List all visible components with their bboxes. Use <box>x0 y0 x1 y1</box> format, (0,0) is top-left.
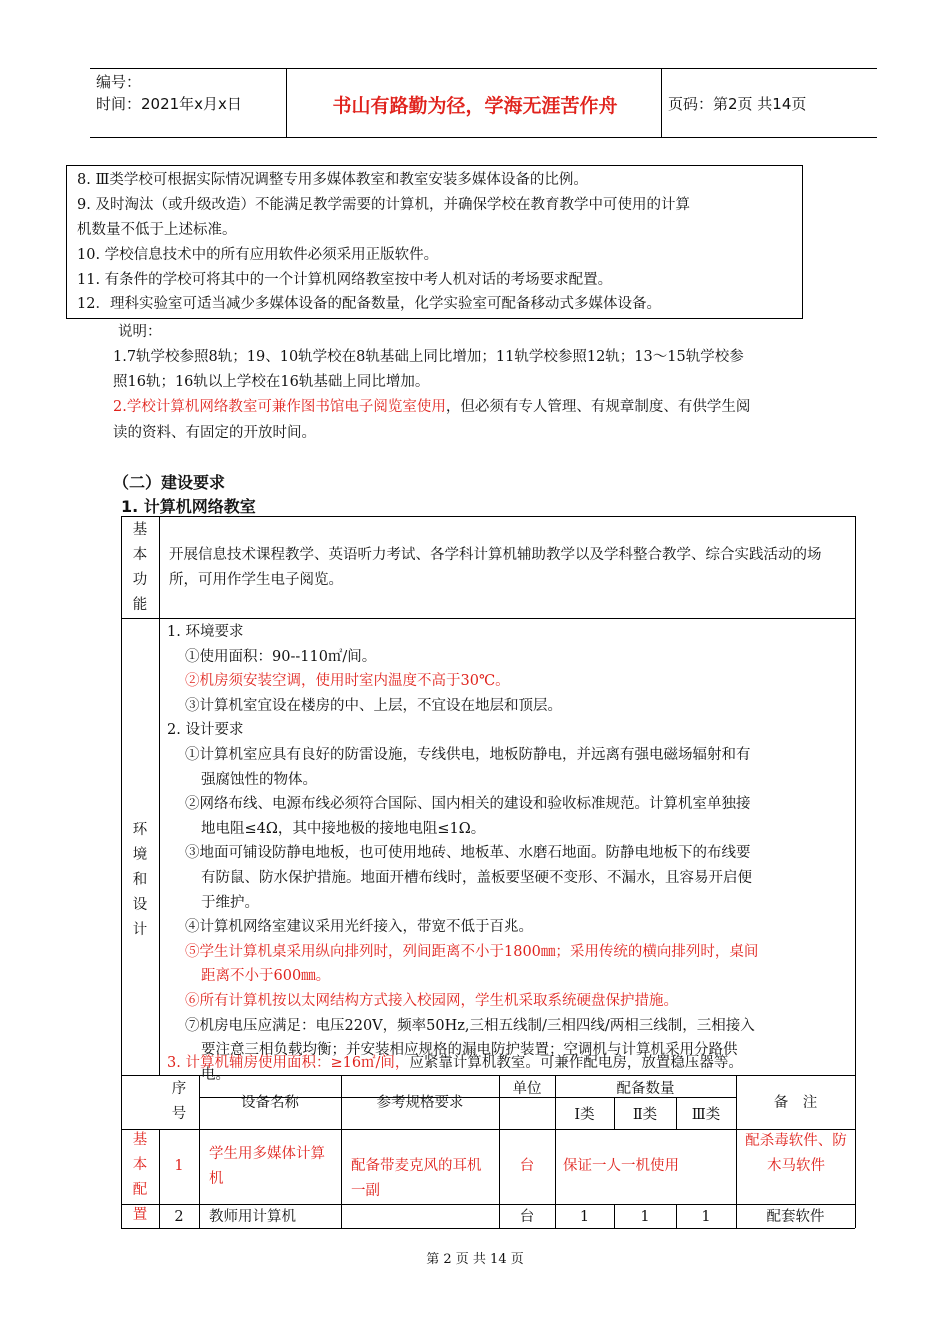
row-class3: 1 <box>701 1209 711 1225</box>
env-line: ②网络布线、电源布线必须符合国际、国内相关的建设和验收标准规范。计算机室单独接 <box>185 796 751 812</box>
env-line: 1. 环境要求 <box>167 624 244 640</box>
page-header <box>90 68 877 138</box>
env-design-label: 环 境 和 设 计 <box>132 822 148 938</box>
section-title: （二）建设要求 <box>113 473 226 492</box>
col-unit-header: 单位 <box>512 1081 542 1097</box>
row-class1: 1 <box>579 1209 590 1225</box>
note-line: 10. 学校信息技术中的所有应用软件必须采用正版软件。 <box>77 247 439 263</box>
col-qty-header: 配备数量 <box>616 1081 675 1097</box>
env-line: 地电阻≤4Ω，其中接地极的接地电阻≤1Ω。 <box>201 821 486 837</box>
requirements-table <box>121 516 855 1228</box>
env-line: 2. 设计要求 <box>167 722 244 738</box>
env-line: 电。 <box>201 1067 230 1083</box>
note-line: 9. 及时淘汰（或升级改造）不能满足教学需要的计算机，并确保学校在教育教学中可使用的计算 <box>77 197 690 213</box>
header-number: 编号： <box>96 73 142 91</box>
basic-function-label: 基 本 功 能 <box>132 522 148 613</box>
col-class3-header: Ⅲ类 <box>691 1107 721 1123</box>
row-spec: 配备带麦克风的耳机一副 <box>351 1158 482 1199</box>
header-motto: 书山有路勤为径，学海无涯苦作舟 <box>332 95 618 117</box>
explain-line: 照16轨；16轨以上学校在16轨基础上同比增加。 <box>113 374 430 390</box>
row-note: 配套软件 <box>766 1209 825 1225</box>
env-line: ⑦机房电压应满足：电压220V，频率50Hz,三相五线制/三相四线/两相三线制，三相接入 <box>185 1018 755 1034</box>
env-line: ⑤学生计算机桌采用纵向排列时，列间距离不小于1800㎜；采用传统的横向排列时，桌间 <box>185 944 759 960</box>
env-line: ③地面可铺设防静电地板，也可使用地砖、地板革、水磨石地面。防静电地板下的布线要 <box>185 845 751 861</box>
env-line: 强腐蚀性的物体。 <box>201 772 317 788</box>
col-name-header: 设备名称 <box>241 1095 299 1111</box>
env-line: ②机房须安装空调，使用时室内温度不高于30℃。 <box>185 673 510 689</box>
env-line: ①使用面积：90--110㎡/间。 <box>185 649 377 665</box>
env-line: 有防鼠、防水保护措施。地面开槽布线时，盖板要坚硬不变形、不漏水，且容易开启便 <box>201 870 752 886</box>
col-seq-header: 序 号 <box>171 1081 187 1122</box>
col-class2-header: Ⅱ类 <box>632 1107 658 1123</box>
explain-line-2 <box>113 395 750 420</box>
row-seq: 1 <box>174 1158 184 1174</box>
row-seq: 2 <box>174 1209 184 1225</box>
page-footer: 第 2 页 共 14 页 <box>426 1252 524 1267</box>
env-line: ③计算机室宜设在楼房的中、上层，不宜设在地层和顶层。 <box>185 698 562 714</box>
explain-title: 说明： <box>118 324 162 340</box>
note-line: 11. 有条件的学校可将其中的一个计算机网络教室按中考人机对话的考场要求配置。 <box>77 272 613 288</box>
sub-title: 1. 计算机网络教室 <box>121 497 256 516</box>
env-line: ⑥所有计算机按以太网结构方式接入校园网，学生机采取系统硬盘保护措施。 <box>185 993 678 1009</box>
basic-config-label: 基 本 配 置 <box>132 1132 148 1223</box>
row-class2: 1 <box>640 1209 650 1225</box>
basic-function-text: 开展信息技术课程教学、英语听力考试、各学科计算机辅助教学以及学科整合教学、综合实践活动的场所，可用作学生电子阅览。 <box>169 547 822 588</box>
col-note-header: 备 注 <box>773 1095 818 1111</box>
explain-line: 读的资料、有固定的开放时间。 <box>113 425 316 441</box>
header-page-number: 页码：第2页 共14页 <box>668 95 807 113</box>
row-note: 配杀毒软件、防木马软件 <box>745 1133 847 1174</box>
explain-black: ，但必须有专人管理、有规章制度、有供学生阅 <box>445 399 751 415</box>
explain-red: 2.学校计算机网络教室可兼作图书馆电子阅览室使用 <box>113 399 446 415</box>
explain-line: 1.7轨学校参照8轨；19、10轨学校在8轨基础上同比增加；11轨学校参照12轨；13～15轨学校参 <box>113 349 744 365</box>
env-line: 要注意三相负载均衡；并安装相应规格的漏电防护装置；空调机与计算机采用分路供 <box>201 1042 738 1058</box>
row-name: 教师用计算机 <box>209 1209 296 1225</box>
header-time: 时间：2021年x月x日 <box>96 95 242 113</box>
row-name: 学生用多媒体计算机 <box>209 1146 325 1187</box>
col-class1-header: Ⅰ类 <box>574 1107 595 1123</box>
notes-box <box>66 165 803 319</box>
env-line: ①计算机室应具有良好的防雷设施，专线供电，地板防静电，并远离有强电磁场辐射和有 <box>185 747 751 763</box>
env-last-red: 3. 计算机辅房使用面积：≥16㎡/间， <box>167 1055 410 1071</box>
env-line: 距离不小于600㎜。 <box>201 968 331 984</box>
col-spec-header: 参考规格要求 <box>376 1095 464 1111</box>
env-last-black: 应紧靠计算机教室。可兼作配电房，放置稳压器等。 <box>409 1055 743 1071</box>
row-unit: 台 <box>519 1209 535 1225</box>
note-line: 机数量不低于上述标准。 <box>77 222 237 238</box>
env-line: 于维护。 <box>201 895 259 911</box>
header-meta <box>96 71 242 115</box>
row-qty: 保证一人一机使用 <box>563 1158 679 1174</box>
env-last-line <box>167 1051 743 1075</box>
row-unit: 台 <box>519 1158 535 1174</box>
note-line: 12．理科实验室可适当减少多媒体设备的配备数量，化学实验室可配备移动式多媒体设备。 <box>77 296 661 312</box>
note-line: 8. Ⅲ类学校可根据实际情况调整专用多媒体教室和教室安装多媒体设备的比例。 <box>77 172 588 188</box>
env-line: ④计算机网络室建议采用光纤接入，带宽不低于百兆。 <box>185 919 533 935</box>
